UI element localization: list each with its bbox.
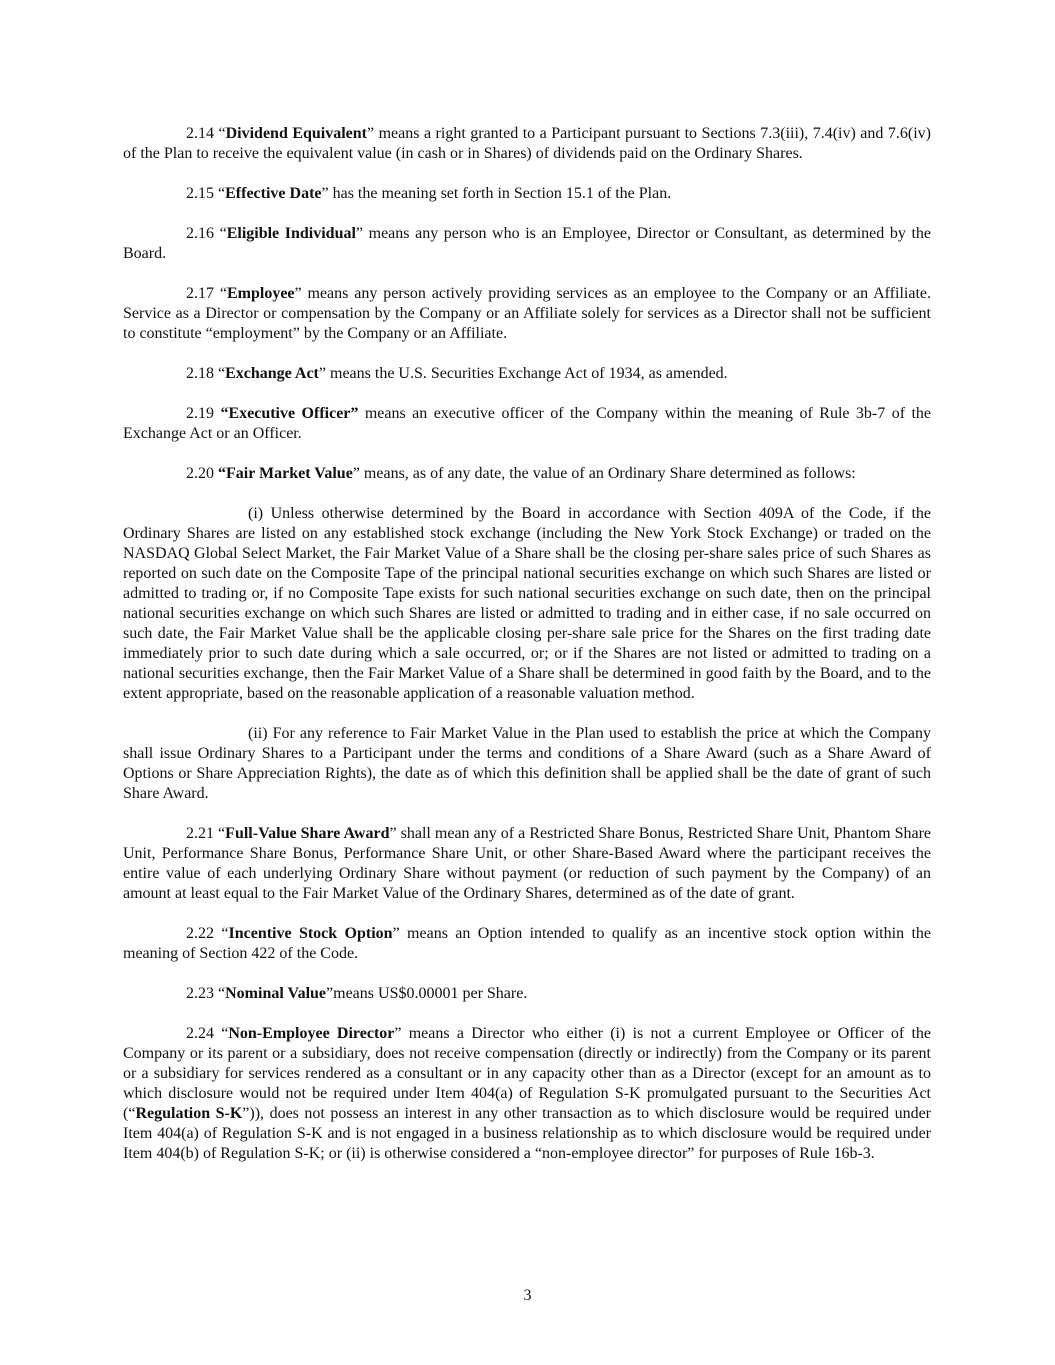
defined-term: “Fair Market Value bbox=[218, 465, 353, 482]
definition-paragraph-def-2-21 bbox=[123, 824, 931, 904]
paragraph-text: (i) Unless otherwise determined by the Board in accordance with Section 409A of the Code, if the Ordinary Shares are listed on any established stock exchange (including the New York Stock Exchange) or traded on the NASDAQ Global Select Market, the Fair Market Value of a Share shall be the closing per-share sales price of such Shares as reported on such date on the Composite Tape of the principal national securities exchange on which such Shares are listed or admitted to trading or, if no Composite Tape exists for such national securities exchange on such date, then on the principal national securities exchange on which such Shares are listed or admitted to trading and in either case, if no sale occurred on such date, the Fair Market Value shall be the applicable closing per-share sale price for the Shares on the first trading date immediately prior to such date during which a sale occurred, or; or if the Shares are not listed or admitted to trading on a national securities exchange, then the Fair Market Value of a Share shall be determined in good faith by the Board, and to the extent appropriate, based on the reasonable application of a reasonable valuation method. bbox=[123, 505, 931, 702]
paragraph-text: ” means the U.S. Securities Exchange Act of 1934, as amended. bbox=[318, 365, 728, 382]
definition-paragraph-def-2-18 bbox=[123, 364, 931, 384]
paragraph-text: 2.24 “ bbox=[186, 1025, 229, 1042]
paragraph-text: ” means a right granted to a Participant pursuant to Sections 7.3(iii), 7.4(iv) and 7.6(iv) of the Plan to receive the equivalent value (in cash or in Shares) of dividends paid on the Ordinary Shares. bbox=[123, 125, 931, 162]
definition-paragraph-def-2-23 bbox=[123, 984, 931, 1004]
paragraph-text: ”)), does not possess an interest in any other transaction as to which disclosure would be required under Item 404(a) of Regulation S-K and is not engaged in a business relationship as to which disclosure would be required under Item 404(b) of Regulation S-K; or (ii) is otherwise considered a “non-employee director” for purposes of Rule 16b-3. bbox=[123, 1105, 931, 1162]
paragraph-text: ”means US$0.00001 per Share. bbox=[326, 985, 528, 1002]
paragraph-text: ” means an Option intended to qualify as an incentive stock option within the meaning of Section 422 of the Code. bbox=[123, 925, 931, 962]
paragraph-text: ” shall mean any of a Restricted Share Bonus, Restricted Share Unit, Phantom Share Unit, Performance Share Bonus, Performance Share Unit, or other Share-Based Award where the participant receives the entire value of each underlying Ordinary Share without payment (or reduction of such payment by the Company) of an amount at least equal to the Fair Market Value of the Ordinary Shares, determined as of the date of grant. bbox=[123, 825, 932, 902]
definition-paragraph-def-2-20-i bbox=[123, 504, 931, 704]
paragraph-text: 2.15 “ bbox=[186, 185, 226, 202]
paragraph-text: 2.17 “ bbox=[186, 285, 227, 302]
defined-term: Full-Value Share Award bbox=[225, 825, 390, 842]
defined-term: “Executive Officer” bbox=[220, 405, 359, 422]
defined-term: Dividend Equivalent bbox=[225, 125, 368, 142]
definition-paragraph-def-2-17 bbox=[123, 284, 931, 344]
defined-term: Employee bbox=[226, 285, 295, 302]
paragraph-text: 2.20 bbox=[186, 465, 218, 482]
definition-paragraph-def-2-16 bbox=[123, 224, 931, 264]
paragraph-text: ” has the meaning set forth in Section 15.1 of the Plan. bbox=[321, 185, 672, 202]
paragraph-text: ” means, as of any date, the value of an Ordinary Share determined as follows: bbox=[352, 465, 856, 482]
paragraph-text: 2.21 “ bbox=[186, 825, 226, 842]
paragraph-text: 2.14 “ bbox=[186, 125, 226, 142]
defined-term: Regulation S-K bbox=[135, 1105, 243, 1122]
defined-term: Effective Date bbox=[225, 185, 322, 202]
definition-paragraph-def-2-20-ii bbox=[123, 724, 931, 804]
paragraph-text: ” means a Director who either (i) is not a current Employee or Officer of the Company or its parent or a subsidiary, does not receive compensation (directly or indirectly) from the Company or its parent or a subsidiary for services rendered as a consultant or in any capacity other than as a Director (except for an amount as to which disclosure would not be required under Item 404(a) of Regulation S-K promulgated pursuant to the Securities Act (“ bbox=[123, 1025, 932, 1122]
defined-term: Eligible Individual bbox=[226, 225, 356, 242]
defined-term: Exchange Act bbox=[225, 365, 319, 382]
defined-term: Incentive Stock Option bbox=[228, 925, 393, 942]
definition-paragraph-def-2-14 bbox=[123, 124, 931, 164]
defined-term: Non-Employee Director bbox=[228, 1025, 395, 1042]
paragraph-text: 2.19 bbox=[186, 405, 221, 422]
definition-paragraph-def-2-22 bbox=[123, 924, 931, 964]
paragraph-text: ” means any person who is an Employee, Director or Consultant, as determined by the Board. bbox=[123, 225, 932, 262]
paragraph-text: (ii) For any reference to Fair Market Value in the Plan used to establish the price at which the Company shall issue Ordinary Shares to a Participant under the terms and conditions of a Share Award (such as a Share Award of Options or Share Appreciation Rights), the date as of which this definition shall be applied shall be the date of grant of such Share Award. bbox=[123, 725, 931, 802]
definition-paragraph-def-2-24 bbox=[123, 1024, 931, 1164]
paragraph-text: 2.18 “ bbox=[186, 365, 226, 382]
paragraph-text: 2.22 “ bbox=[186, 925, 229, 942]
paragraph-text: 2.16 “ bbox=[186, 225, 227, 242]
page-number: 3 bbox=[523, 1287, 532, 1304]
paragraph-text: ” means any person actively providing services as an employee to the Company or an Affiliate. Service as a Director or compensation by the Company or an Affiliate solely for services as a Director shall not be sufficient to constitute “employment” by the Company or an Affiliate. bbox=[123, 285, 931, 342]
paragraph-text: means an executive officer of the Company within the meaning of Rule 3b-7 of the Exchange Act or an Officer. bbox=[123, 405, 932, 442]
document-page bbox=[123, 124, 931, 1184]
paragraph-text: 2.23 “ bbox=[186, 985, 226, 1002]
definition-paragraph-def-2-20 bbox=[123, 464, 931, 484]
defined-term: Nominal Value bbox=[225, 985, 327, 1002]
definition-paragraph-def-2-19 bbox=[123, 404, 931, 444]
definition-paragraph-def-2-15 bbox=[123, 184, 931, 204]
